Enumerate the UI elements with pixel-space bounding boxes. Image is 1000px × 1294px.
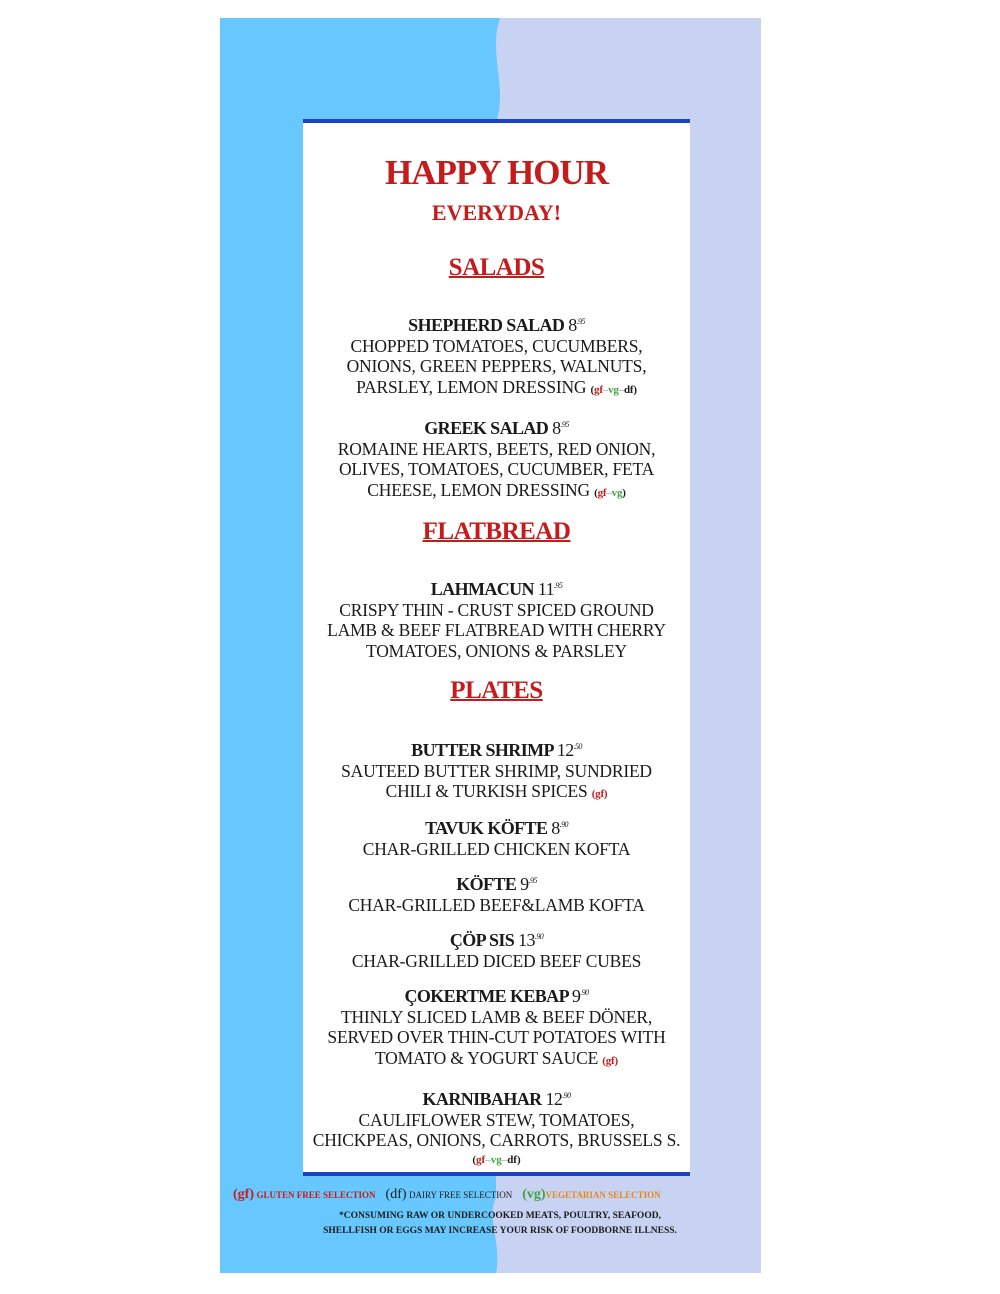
item-description: CRISPY THIN - CRUST SPICED GROUND LAMB & BEEF FLATBREAD WITH CHERRY TOMATOES, ONIONS & PARSLEY (327, 600, 666, 661)
diet-legend (233, 1187, 703, 1203)
page-title: HAPPY HOUR (385, 153, 608, 192)
item-description: CAULIFLOWER STEW, TOMATOES, CHICKPEAS, ONIONS, CARROTS, BRUSSELS S. (312, 1110, 681, 1151)
page-subtitle: EVERYDAY! (431, 200, 562, 225)
menu-item-cokertme-kebap (303, 982, 690, 1071)
section-heading-salads: SALADS (448, 254, 545, 281)
item-name: KÖFTE (456, 874, 517, 894)
menu-item-lahmacun (303, 575, 690, 661)
item-price: $8^{.95}$ (568, 315, 585, 335)
legend-vg-text: VEGETARIAN SELECTION (545, 1190, 661, 1200)
item-name: GREEK SALAD (424, 418, 549, 438)
legend-df-code: (df) (385, 1187, 407, 1202)
menu-item-tavuk-kofte (303, 814, 690, 859)
section-heading-flatbread: FLATBREAD (422, 518, 571, 545)
menu-item-cop-sis (303, 926, 690, 971)
menu-item-greek-salad (303, 414, 690, 503)
diet-tags: (gf–vg) (594, 486, 626, 499)
item-price: $13^{.90}$ (518, 930, 544, 950)
item-description: CHAR-GRILLED DICED BEEF CUBES (351, 951, 642, 971)
menu-item-butter-shrimp (303, 736, 690, 805)
item-price: $12^{.50}$ (556, 740, 582, 760)
diet-tags: (gf) (591, 788, 608, 801)
item-name: KARNIBAHAR (422, 1089, 542, 1109)
item-name: BUTTER SHRIMP (411, 740, 553, 760)
item-price: $8^{.90}$ (551, 818, 568, 838)
diet-tags: (gf–vg–df) (590, 383, 637, 396)
legend-df-text: DAIRY FREE SELECTION (409, 1190, 513, 1200)
diet-tags: (gf–vg–df) (472, 1153, 521, 1166)
item-description: CHAR-GRILLED CHICKEN KOFTA (362, 839, 631, 859)
item-name: LAHMACUN (430, 579, 534, 599)
item-name: TAVUK KÖFTE (425, 818, 548, 838)
item-price: $12^{.90}$ (545, 1089, 571, 1109)
item-price: $9^{.95}$ (520, 874, 537, 894)
item-name: ÇÖP SIS (449, 930, 515, 950)
item-description: ROMAINE HEARTS, BEETS, RED ONION, OLIVES, TOMATOES, CUCUMBER, FETA CHEESE, LEMON DRESSING (337, 439, 656, 500)
item-description: SAUTEED BUTTER SHRIMP, SUNDRIED CHILI & TURKISH SPICES (341, 761, 652, 802)
item-name: SHEPHERD SALAD (408, 315, 565, 335)
section-heading-plates: PLATES (450, 677, 543, 704)
diet-tags: (gf) (602, 1054, 618, 1067)
item-description: CHOPPED TOMATOES, CUCUMBERS, ONIONS, GREEN PEPPERS, WALNUTS, PARSLEY, LEMON DRESSING (346, 336, 647, 397)
legend-gf-text: GLUTEN FREE SELECTION (256, 1190, 376, 1200)
menu-panel (303, 119, 690, 1176)
legend-gf-code: (gf) (233, 1187, 254, 1202)
menu-item-shepherd-salad (303, 311, 690, 400)
item-price: $11^{.95}$ (537, 579, 563, 599)
item-price: $9^{.90}$ (571, 986, 589, 1006)
menu-item-kofte (303, 870, 690, 915)
menu-item-karnibahar (303, 1085, 690, 1169)
item-name: ÇOKERTME KEBAP (404, 986, 568, 1006)
item-price: $8^{.95}$ (552, 418, 569, 438)
item-description: THINLY SLICED LAMB & BEEF DÖNER, SERVED OVER THIN-CUT POTATOES WITH TOMATO & YOGURT SAUCE (327, 1007, 666, 1068)
food-safety-disclaimer: *CONSUMING RAW OR UNDERCOOKED MEATS, POULTRY, SEAFOOD, SHELLFISH OR EGGS MAY INCREASE YOUR RISK OF FOODBORNE ILLNESS. (323, 1211, 677, 1236)
legend-vg-code: (vg) (522, 1187, 546, 1202)
item-description: CHAR-GRILLED BEEF&LAMB KOFTA (348, 895, 645, 915)
